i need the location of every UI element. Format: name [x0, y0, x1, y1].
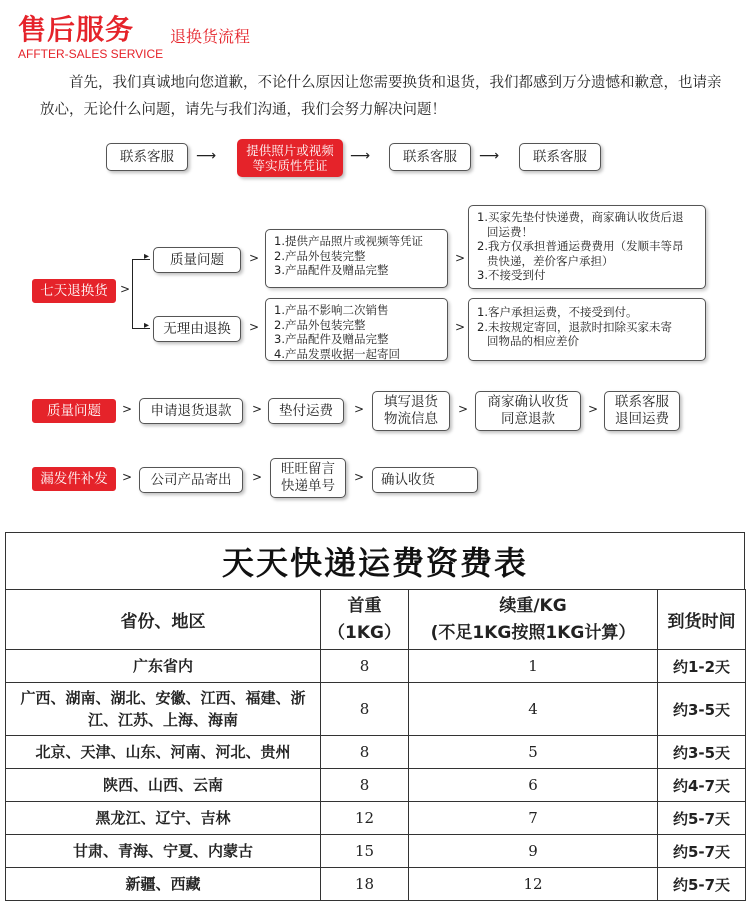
intro-text: 首先，我们真诚地向您道歉，不论什么原因让您需要换货和退货，我们都感到万分遗憾和歉意，也请亲放心，无论什么问题，请先与我们沟通，我们会努力解决问题！: [40, 75, 722, 118]
delivery-time-cell: 约3-5天: [658, 736, 746, 769]
section-title: 售后服务: [18, 13, 135, 46]
delivery-time-cell: 约3-5天: [658, 683, 746, 736]
flow-evidence: 提供照片或视频 等实质性凭证: [237, 139, 343, 177]
arrow-icon: >: [455, 251, 466, 265]
continued-weight-cell: 4: [409, 683, 658, 736]
arrow-icon: >: [122, 470, 133, 484]
refund-shipping-box: 联系客服 退回运费: [604, 391, 680, 431]
fee-table: [5, 589, 746, 901]
section-english: AFFTER-SALES SERVICE: [18, 47, 164, 61]
continued-weight-cell: 5: [409, 736, 658, 769]
apply-refund-box: 申请退货退款: [139, 398, 243, 424]
confirm-receipt-box: 确认收货: [372, 467, 478, 493]
region-cell: 北京、天津、山东、河南、河北、贵州: [6, 736, 321, 769]
arrow-icon: ⟶: [350, 148, 371, 164]
arrow-icon: >: [249, 251, 260, 265]
seven-day-label: 七天退换货: [32, 279, 116, 303]
delivery-time-cell: 约1-2天: [658, 650, 746, 683]
region-cell: 甘肃、青海、宁夏、内蒙古: [6, 835, 321, 868]
flow-contact-1: 联系客服: [106, 143, 188, 171]
delivery-time-cell: 约4-7天: [658, 769, 746, 802]
no-reason-box: 无理由退换: [153, 316, 241, 342]
arrow-icon: >: [354, 402, 365, 416]
first-weight-cell: 8: [321, 769, 409, 802]
arrow-icon: >: [354, 470, 365, 484]
tracking-message-box: 旺旺留言 快递单号: [270, 458, 346, 498]
arrow-icon: ⟶: [479, 148, 500, 164]
no-reason-result: 1.客户承担运费，不接受到付。 2.未按规定寄回，退款时扣除买家未寄 回物品的相应差价: [468, 298, 706, 361]
arrow-icon: >: [122, 402, 133, 416]
table-row: [6, 802, 746, 835]
arrow-icon: ▸: [144, 320, 150, 331]
first-weight-cell: 15: [321, 835, 409, 868]
region-cell: 广东省内: [6, 650, 321, 683]
first-weight-cell: 8: [321, 650, 409, 683]
header-region: 省份、地区: [6, 590, 321, 650]
table-row: [6, 769, 746, 802]
continued-weight-cell: 6: [409, 769, 658, 802]
branch-line: [132, 259, 133, 328]
continued-weight-cell: 1: [409, 650, 658, 683]
delivery-time-cell: 约5-7天: [658, 802, 746, 835]
quality-conditions: 1.提供产品照片或视频等凭证 2.产品外包装完整 3.产品配件及赠品完整: [265, 229, 448, 288]
arrow-icon: >: [120, 282, 131, 296]
section-subtitle: 退换货流程: [170, 27, 251, 46]
table-row: [6, 650, 746, 683]
region-cell: 新疆、西藏: [6, 868, 321, 901]
prepay-shipping-box: 垫付运费: [268, 398, 344, 424]
table-row: [6, 736, 746, 769]
first-weight-cell: 8: [321, 736, 409, 769]
table-row: [6, 868, 746, 901]
header-first-weight: 首重 （1KG）: [321, 590, 409, 650]
region-cell: 广西、湖南、湖北、安徽、江西、福建、浙江、江苏、上海、海南: [6, 683, 321, 736]
arrow-icon: >: [458, 402, 469, 416]
merchant-confirm-box: 商家确认收货 同意退款: [475, 391, 581, 431]
table-header-row: [6, 590, 746, 650]
header-continued-weight: 续重/KG (不足1KG按照1KG计算）: [409, 590, 658, 650]
arrow-icon: >: [455, 320, 466, 334]
flow-contact-3: 联系客服: [519, 143, 601, 171]
arrow-icon: >: [249, 320, 260, 334]
header-delivery-time: 到货时间: [658, 590, 746, 650]
first-weight-cell: 8: [321, 683, 409, 736]
fill-logistics-box: 填写退货 物流信息: [372, 391, 450, 431]
arrow-icon: >: [252, 402, 263, 416]
region-cell: 黑龙江、辽宁、吉林: [6, 802, 321, 835]
first-weight-cell: 12: [321, 802, 409, 835]
flow-contact-2: 联系客服: [389, 143, 471, 171]
arrow-icon: ⟶: [196, 148, 217, 164]
ship-product-box: 公司产品寄出: [139, 467, 243, 493]
quality-issue-box: 质量问题: [153, 247, 241, 273]
no-reason-conditions: 1.产品不影响二次销售 2.产品外包装完整 3.产品配件及赠品完整 4.产品发票收据一起寄回: [265, 298, 448, 361]
continued-weight-cell: 9: [409, 835, 658, 868]
continued-weight-cell: 7: [409, 802, 658, 835]
region-cell: 陕西、山西、云南: [6, 769, 321, 802]
arrow-icon: >: [588, 402, 599, 416]
table-row: [6, 683, 746, 736]
missing-flow-label: 漏发件补发: [32, 467, 116, 491]
quality-result: 1.买家先垫付快递费，商家确认收货后退 回运费！ 2.我方仅承担普通运费费用（发顺丰等昂 贵快递，差价客户承担） 3.不接受到付: [468, 205, 706, 289]
arrow-icon: >: [252, 470, 263, 484]
quality-flow-label: 质量问题: [32, 399, 116, 423]
table-row: [6, 835, 746, 868]
arrow-icon: ▸: [144, 251, 150, 262]
delivery-time-cell: 约5-7天: [658, 835, 746, 868]
delivery-time-cell: 约5-7天: [658, 868, 746, 901]
first-weight-cell: 18: [321, 868, 409, 901]
continued-weight-cell: 12: [409, 868, 658, 901]
fee-table-title: 天天快递运费资费表: [5, 532, 745, 590]
